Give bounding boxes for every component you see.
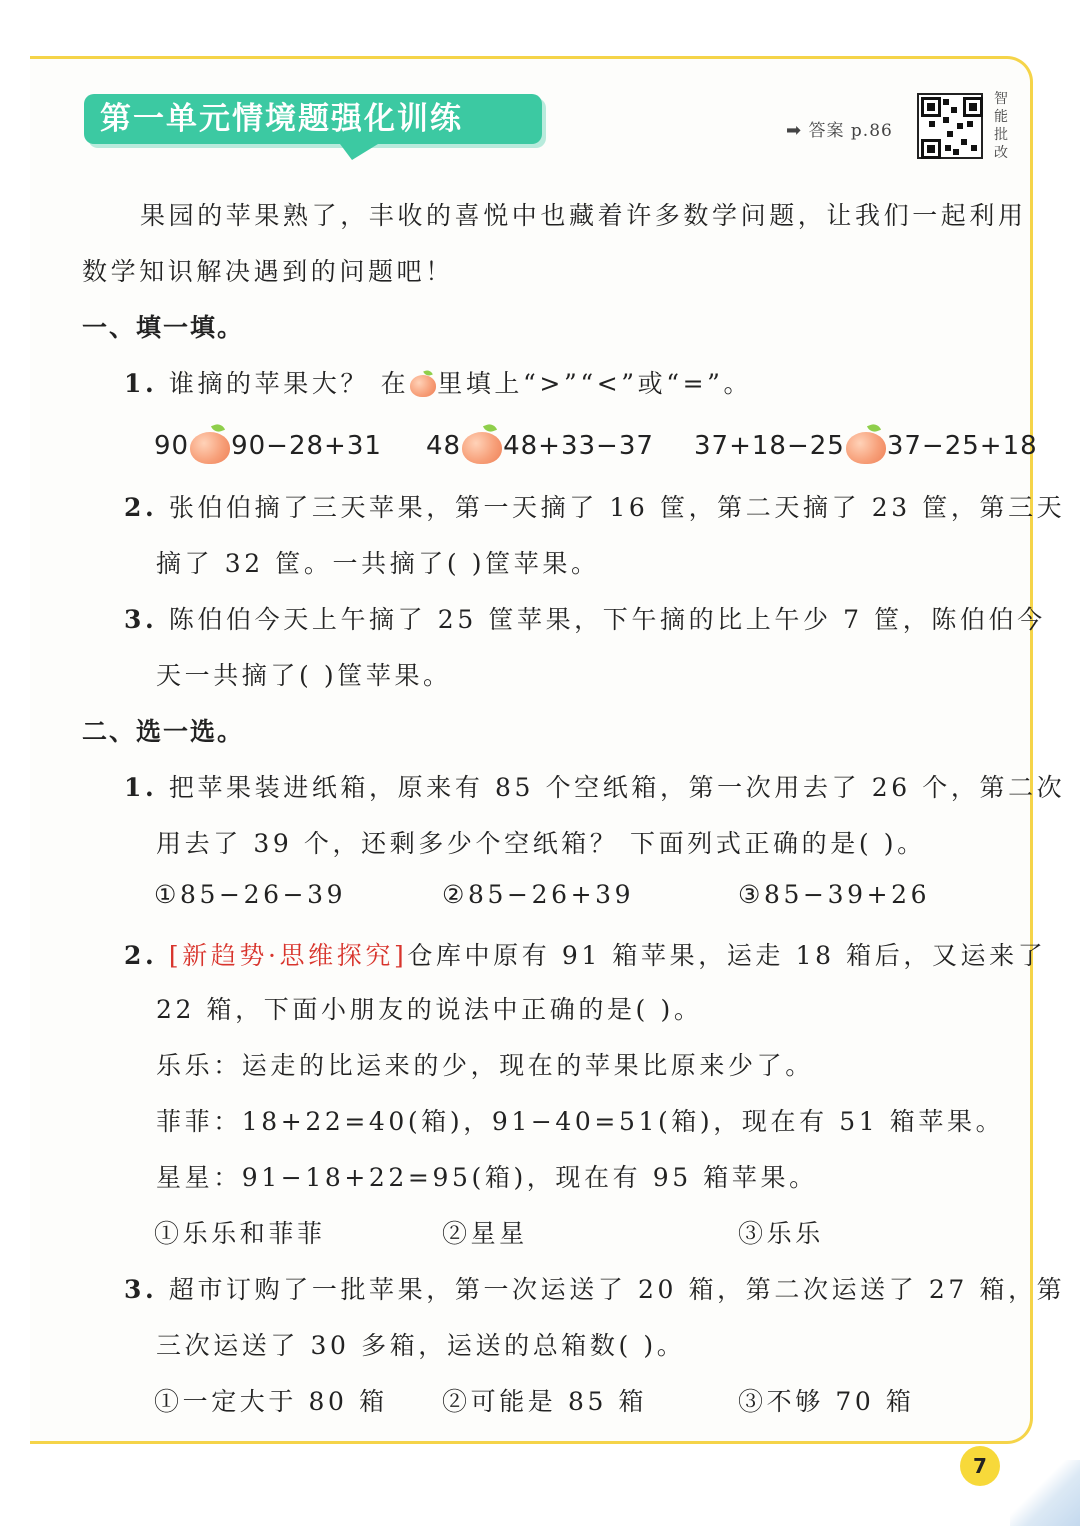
smart-grading-label [992, 90, 1010, 162]
question-text: 把苹果装进纸箱，原来有 85 个空纸箱，第一次用去了 26 个，第二次 [168, 773, 1066, 802]
smart-grading-char: 批 [994, 127, 1008, 143]
question-number: 2. [124, 493, 158, 522]
statement-line: 乐乐：运走的比运来的少，现在的苹果比原来少了。 [156, 1051, 814, 1080]
question-line [124, 488, 1065, 524]
choice-option[interactable]: ③85−39+26 [738, 880, 931, 909]
expression-right: 37−25+18 [886, 431, 1038, 461]
intro-line: 数学知识解决遇到的问题吧！ [82, 257, 454, 286]
question-number: 3. [124, 605, 158, 634]
question-text: 仓库中原有 91 箱苹果，运走 18 箱后，又运来了 [407, 941, 1047, 970]
qr-module [943, 99, 949, 105]
trend-tag: [新趋势·思维探究] [168, 941, 408, 970]
qr-module [947, 131, 953, 137]
qr-finder [921, 97, 941, 117]
qr-module [945, 145, 951, 151]
question-line[interactable]: 用去了 39 个，还剩多少个空纸箱？ 下面列式正确的是( )。 [156, 829, 926, 858]
question-text: 张伯伯摘了三天苹果，第一天摘了 16 筐，第二天摘了 23 筐，第三天 [168, 493, 1066, 522]
choice-option[interactable]: ①一定大于 80 箱 [154, 1387, 388, 1416]
statement-line: 星星：91−18+22=95(箱)，现在有 95 箱苹果。 [156, 1163, 818, 1192]
question-text: 谁摘的苹果大？ 在 [168, 369, 410, 398]
expression-left: 37+18−25 [694, 431, 845, 461]
qr-finder [963, 97, 983, 117]
expression-right: 90−28+31 [231, 431, 382, 461]
compare-expression [694, 428, 1038, 462]
question-line[interactable]: 摘了 32 筐。一共摘了( )筐苹果。 [156, 549, 600, 578]
answer-reference[interactable] [786, 116, 893, 141]
question-number: 1. [124, 369, 158, 398]
smart-grading-char: 能 [994, 109, 1008, 125]
choice-option[interactable]: ②85−26+39 [442, 880, 635, 909]
expression-left: 48 [426, 431, 462, 461]
qr-module [971, 145, 977, 151]
choice-option[interactable]: ①85−26−39 [154, 880, 347, 909]
qr-finder [921, 139, 941, 159]
choice-option[interactable]: ③乐乐 [738, 1219, 824, 1248]
choice-option[interactable]: ②可能是 85 箱 [442, 1387, 648, 1416]
qr-module [953, 149, 959, 155]
question-line [124, 1270, 1065, 1306]
question-text: 里填上“>”“<”或“=”。 [437, 369, 753, 398]
section-title: 一、填一填。 [82, 313, 245, 342]
answer-reference-text: 答案 p.86 [808, 121, 893, 141]
qr-module [961, 139, 967, 145]
section-title: 二、选一选。 [82, 717, 245, 746]
apple-answer-blank[interactable] [462, 428, 502, 462]
question-number: 2. [124, 941, 158, 970]
question-text: 超市订购了一批苹果，第一次运送了 20 箱，第二次运送了 27 箱，第 [168, 1275, 1066, 1304]
right-arrow-icon: ➡ [786, 120, 803, 141]
qr-module [943, 117, 949, 123]
question-number: 3. [124, 1275, 158, 1304]
qr-module [951, 107, 957, 113]
qr-module [957, 123, 963, 129]
question-line [124, 768, 1065, 804]
apple-icon [410, 373, 436, 397]
question-line [124, 936, 1046, 972]
compare-expression [426, 428, 654, 462]
page-curl [1010, 1460, 1080, 1526]
question-line[interactable]: 天一共摘了( )筐苹果。 [156, 661, 452, 690]
apple-answer-blank[interactable] [846, 428, 886, 462]
question-text: 陈伯伯今天上午摘了 25 筐苹果，下午摘的比上午少 7 筐，陈伯伯今 [168, 605, 1046, 634]
question-number: 1. [124, 773, 158, 802]
statement-line: 菲菲：18+22=40(箱)，91−40=51(箱)，现在有 51 箱苹果。 [156, 1107, 1005, 1136]
question-line [124, 364, 752, 400]
question-line[interactable]: 22 箱，下面小朋友的说法中正确的是( )。 [156, 995, 703, 1024]
question-line[interactable]: 三次运送了 30 多箱，运送的总箱数( )。 [156, 1331, 686, 1360]
page-title: 第一单元情境题强化训练 [100, 101, 463, 137]
expression-right: 48+33−37 [503, 431, 654, 461]
smart-grading-char: 改 [994, 145, 1008, 161]
expression-left: 90 [154, 431, 190, 461]
choice-option[interactable]: ②星星 [442, 1219, 528, 1248]
choice-option[interactable]: ③不够 70 箱 [738, 1387, 915, 1416]
title-banner-tail [340, 144, 378, 160]
qr-module [967, 121, 973, 127]
compare-expression [154, 428, 382, 462]
question-line [124, 600, 1046, 636]
intro-line: 果园的苹果熟了，丰收的喜悦中也藏着许多数学问题，让我们一起利用 [140, 201, 1027, 230]
apple-answer-blank[interactable] [190, 428, 230, 462]
page-number: 7 [960, 1446, 1000, 1486]
qr-code[interactable] [917, 93, 983, 159]
choice-option[interactable]: ①乐乐和菲菲 [154, 1219, 326, 1248]
smart-grading-char: 智 [994, 91, 1008, 107]
qr-module [929, 121, 935, 127]
